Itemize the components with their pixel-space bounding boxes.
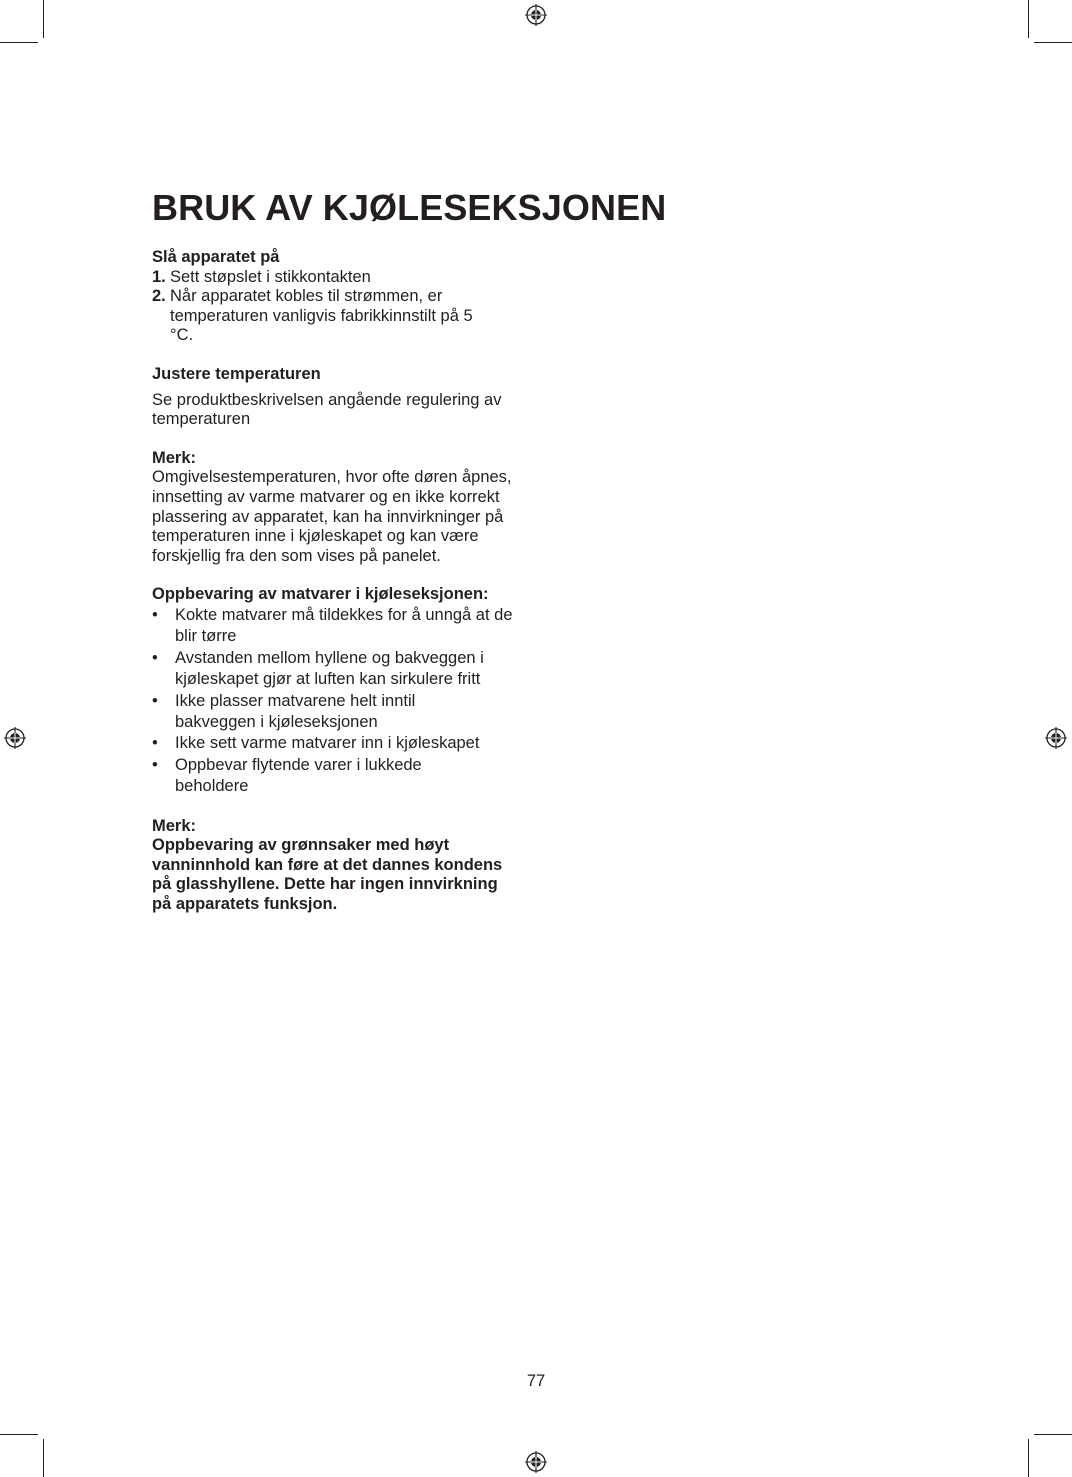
list-item <box>152 287 532 346</box>
registration-mark-icon <box>525 4 547 26</box>
bullet-icon: • <box>152 755 158 774</box>
note-text: Oppbevaring av grønnsaker med høyt vanninnhold kan føre at det dannes kondens på glasshyllene. Dette har ingen innvirkning på apparatets funksjon. <box>152 836 503 913</box>
crop-mark-bottom-left-v <box>43 1439 44 1477</box>
step-number: 1. <box>152 267 166 286</box>
crop-mark-top-right-v <box>1028 0 1029 38</box>
list-item <box>152 268 532 288</box>
list-item-text: Avstanden mellom hyllene og bakveggen i kjøleskapet gjør at luften kan sirkulere fritt <box>175 648 484 689</box>
note-heading: Merk: <box>152 448 197 467</box>
bullet-icon: • <box>152 734 158 753</box>
page-title: BRUK AV KJØLESEKSJONEN <box>152 187 667 228</box>
section-heading-adjust: Justere temperaturen <box>152 364 321 383</box>
note-text: Omgivelsestemperaturen, hvor ofte døren åpnes, innsetting av varme matvarer og en ikke korrekt plassering av apparatet, kan ha innvirkninger på temperaturen inne i kjøleskapet og kan være forskjellig fra den som vises på panelet. <box>152 468 512 565</box>
storage-list <box>152 605 532 798</box>
step-text: Sett støpslet i stikkontakten <box>170 267 371 286</box>
list-item-text: Ikke plasser matvarene helt inntil bakveggen i kjøleseksjonen <box>175 691 416 731</box>
list-item-text: Oppbevar flytende varer i lukkede beholdere <box>175 755 422 796</box>
list-item-text: Kokte matvarer må tildekkes for å unngå at de blir tørre <box>175 605 513 646</box>
steps-list <box>152 268 532 346</box>
page-number: 77 <box>526 1372 546 1390</box>
registration-mark-icon <box>4 727 26 749</box>
crop-mark-top-left-h <box>0 42 38 43</box>
adjust-text: Se produktbeskrivelsen angående regulering av temperaturen <box>152 390 502 429</box>
note-heading: Merk: <box>152 816 197 835</box>
crop-mark-bottom-right-h <box>1034 1434 1072 1435</box>
step-text: Når apparatet kobles til strømmen, er temperaturen vanligvis fabrikkinnstilt på 5 °C. <box>170 287 473 345</box>
crop-mark-top-right-h <box>1034 42 1072 43</box>
crop-mark-top-left-v <box>43 0 44 38</box>
crop-mark-bottom-left-h <box>0 1434 38 1435</box>
section-heading-storage: Oppbevaring av matvarer i kjøleseksjonen: <box>152 585 489 604</box>
list-item <box>152 605 532 648</box>
bullet-icon: • <box>152 605 158 624</box>
registration-mark-icon <box>525 1451 547 1473</box>
list-item-text: Ikke sett varme matvarer inn i kjøleskapet <box>175 734 480 753</box>
bullet-icon: • <box>152 691 158 710</box>
step-number: 2. <box>152 287 166 306</box>
bullet-icon: • <box>152 648 158 667</box>
list-item <box>152 733 532 754</box>
crop-mark-bottom-right-v <box>1028 1439 1029 1477</box>
page-content <box>152 186 667 915</box>
list-item <box>152 648 532 691</box>
list-item <box>152 691 532 734</box>
list-item <box>152 755 532 798</box>
section-heading-turn-on: Slå apparatet på <box>152 248 280 266</box>
registration-mark-icon <box>1045 727 1067 749</box>
